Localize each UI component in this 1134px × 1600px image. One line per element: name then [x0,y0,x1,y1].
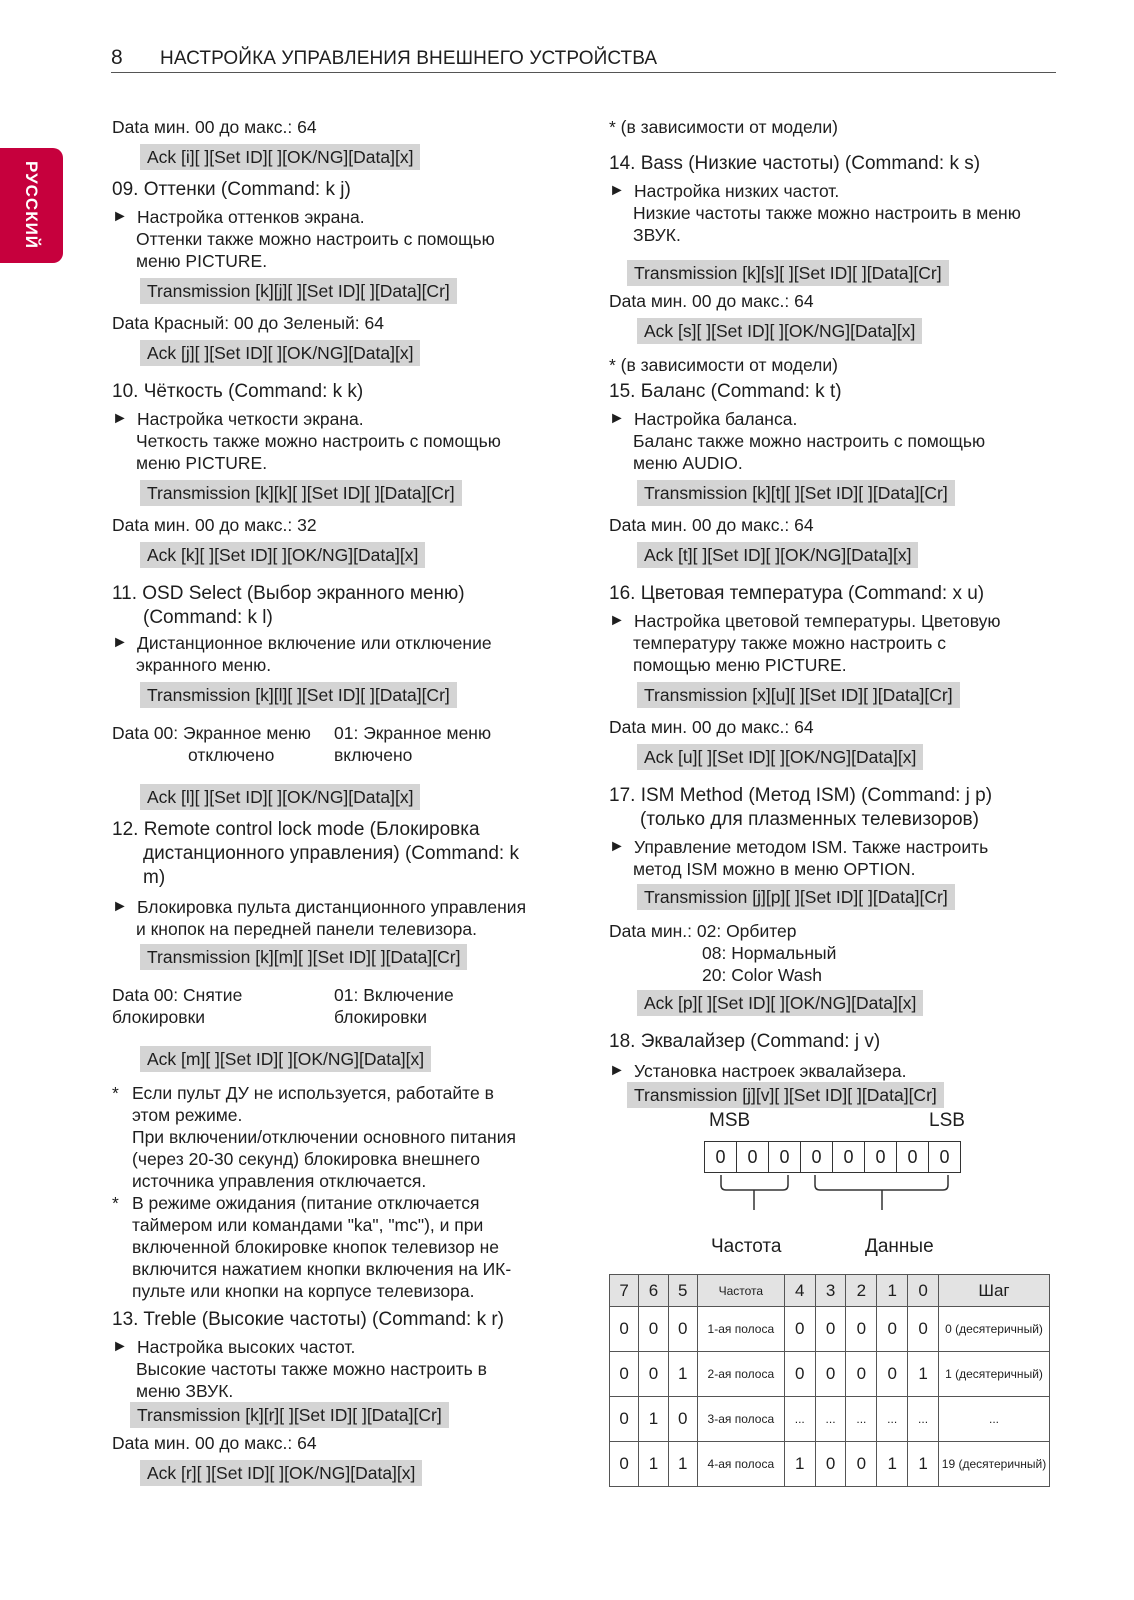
section-title: 17. ISM Method (Метод ISM) (Command: j p) [609,785,993,806]
bit-cell: 0 [801,1142,833,1172]
bit-cell: 0 [769,1142,801,1172]
transmission-code: Transmission [k][t][ ][Set ID][ ][Data][Cr] [637,480,955,506]
ack-code: Ack [t][ ][Set ID][ ][OK/NG][Data][x] [637,542,918,568]
data-range: Data мин. 00 до макс.: 32 [112,515,317,535]
bit-cell: 0 [939,1147,950,1167]
description-line: меню ЗВУК. [136,1381,234,1401]
asterisk-icon: * [112,1083,119,1103]
arrow-right-icon: ► [112,1338,128,1355]
section-title-cont: m) [143,867,166,888]
description-line: метод ISM можно в меню OPTION. [633,859,916,879]
data-values: 08: Нормальный [702,943,837,963]
msb-label: MSB [709,1110,751,1131]
bullet-item: ► Настройка четкости экрана. [112,409,364,429]
note-item: * Если пульт ДУ не используется, работайте в этом режиме. При включении/отключении основного питания (через 20-30 секунд) блокировка внешнего источника управления отключается. [112,1083,516,1191]
transmission-code: Transmission [k][m][ ][Set ID][ ][Data][Cr] [140,944,467,970]
data-range: Data мин. 00 до макс.: 64 [112,1433,317,1453]
description-line: Оттенки также можно настроить с помощью [136,229,495,249]
bullet-item: ► Установка настроек эквалайзера. [609,1061,907,1081]
section-title-cont: (Command: k l) [143,607,273,628]
section-title: 10. Чёткость (Command: k k) [112,381,364,402]
lsb-label: LSB [929,1110,965,1131]
arrow-right-icon: ► [609,1062,625,1079]
description-line: Высокие частоты также можно настроить в [136,1359,487,1379]
description-line: температуру также можно настроить с [633,633,946,653]
page-header [111,44,1056,73]
bit-cell: 0 [737,1142,769,1172]
arrow-right-icon: ► [609,410,625,427]
note-item: * В режиме ожидания (питание отключается таймером или командами "ka", "mc"), и при включенной блокировке кнопок телевизор не включится нажатием кнопки включения на ИК- пульте или кнопки на корпусе телевизора. [112,1193,512,1301]
description-line: меню PICTURE. [136,251,268,271]
arrow-right-icon: ► [112,634,128,651]
section-title-cont: (только для плазменных телевизоров) [640,809,979,830]
data-range: Data мин. 00 до макс.: 64 [609,717,814,737]
description-line: меню AUDIO. [633,453,743,473]
page-title: НАСТРОЙКА УПРАВЛЕНИЯ ВНЕШНЕГО УСТРОЙСТВА [160,48,658,69]
ack-code: Ack [u][ ][Set ID][ ][OK/NG][Data][x] [637,744,923,770]
data-range: Data мин. 00 до макс.: 64 [609,515,814,535]
equalizer-table [609,1274,1050,1487]
table-row: 0 1 1 4-ая полоса 1 0 0 1 1 19 (десятеричный) [610,1442,1050,1487]
ack-code: Ack [p][ ][Set ID][ ][OK/NG][Data][x] [637,990,923,1016]
model-note: * (в зависимости от модели) [609,117,838,137]
bullet-item: ► Блокировка пульта дистанционного управления [112,897,527,917]
data-range: Data мин. 00 до макс.: 64 [112,117,317,137]
description-line: меню PICTURE. [136,453,268,473]
transmission-code: Transmission [j][p][ ][Set ID][ ][Data][Cr] [637,884,955,910]
section-title: 15. Баланс (Command: k t) [609,381,842,402]
bit-cell: 0 [833,1142,865,1172]
arrow-right-icon: ► [112,898,128,915]
bit-cell: 0 [897,1142,929,1172]
bullet-item: ► Настройка высоких частот. [112,1337,356,1357]
right-column [609,116,1064,1487]
model-note: * (в зависимости от модели) [609,355,838,375]
transmission-code: Transmission [k][k][ ][Set ID][ ][Data][Cr] [140,480,462,506]
description-line: экранного меню. [136,655,272,675]
data-label: Данные [865,1236,934,1257]
description-line: и кнопок на передней панели телевизора. [136,919,477,939]
bullet-item: ► Дистанционное включение или отключение [112,633,492,653]
language-tab-label: РУССКИЙ [22,160,41,250]
data-values: Data 00: Экранное меню отключено 01: Экранное меню включено [112,723,492,765]
bit-cell: 0 [865,1142,897,1172]
transmission-code: Transmission [k][j][ ][Set ID][ ][Data][Cr] [140,278,457,304]
arrow-right-icon: ► [112,208,128,225]
arrow-right-icon: ► [112,410,128,427]
section-title: 16. Цветовая температура (Command: x u) [609,583,985,604]
data-values: 20: Color Wash [702,965,822,985]
transmission-code: Transmission [k][s][ ][Set ID][ ][Data][Cr] [627,260,949,286]
transmission-code: Transmission [k][r][ ][Set ID][ ][Data][Cr] [130,1402,449,1428]
bullet-item: ► Настройка баланса. [609,409,798,429]
arrow-right-icon: ► [609,612,625,629]
section-title: 13. Treble (Высокие частоты) (Command: k r) [112,1309,505,1330]
table-row: 0 0 1 2-ая полоса 0 0 0 0 1 1 (десятеричный) [610,1352,1050,1397]
bullet-item: ► Настройка низких частот. [609,181,840,201]
left-column [112,116,562,1486]
arrow-right-icon: ► [609,182,625,199]
ack-code: Ack [l][ ][Set ID][ ][OK/NG][Data][x] [140,784,420,810]
transmission-code: Transmission [k][l][ ][Set ID][ ][Data][Cr] [140,682,457,708]
frequency-label: Частота [711,1236,782,1257]
data-values: Data мин.: 02: Орбитер [609,921,797,941]
data-range: Data мин. 00 до макс.: 64 [609,291,814,311]
data-range: Data Красный: 00 до Зеленый: 64 [112,313,384,333]
table-row: 0 0 0 1-ая полоса 0 0 0 0 0 0 (десятеричный) [610,1307,1050,1352]
ack-code: Ack [r][ ][Set ID][ ][OK/NG][Data][x] [140,1460,422,1486]
section-title: 11. OSD Select (Выбор экранного меню) [112,583,465,604]
section-title: 09. Оттенки (Command: k j) [112,179,351,200]
section-title: 12. Remote control lock mode (Блокировка [112,819,480,840]
transmission-code: Transmission [x][u][ ][Set ID][ ][Data][Cr] [637,682,960,708]
description-line: Четкость также можно настроить с помощью [136,431,501,451]
page-number: 8 [111,46,123,69]
bracket-lines [609,1110,1049,1235]
bullet-item: ► Настройка цветовой температуры. Цветовую [609,611,1001,631]
description-line: помощью меню PICTURE. [633,655,847,675]
ack-code: Ack [m][ ][Set ID][ ][OK/NG][Data][x] [140,1046,431,1072]
description-line: Баланс также можно настроить с помощью [633,431,986,451]
section-title-cont: дистанционного управления) (Command: k [143,843,519,864]
asterisk-icon: * [112,1193,119,1213]
bullet-item: ► Настройка оттенков экрана. [112,207,365,227]
table-row: 0 1 0 3-ая полоса ... ... ... ... ... ... [610,1397,1050,1442]
description-line: ЗВУК. [633,225,681,245]
ack-code: Ack [i][ ][Set ID][ ][OK/NG][Data][x] [140,144,420,170]
ack-code: Ack [j][ ][Set ID][ ][OK/NG][Data][x] [140,340,420,366]
language-tab [0,148,63,263]
section-title: 18. Эквалайзер (Command: j v) [609,1031,881,1052]
arrow-right-icon: ► [609,838,625,855]
ack-code: Ack [s][ ][Set ID][ ][OK/NG][Data][x] [637,318,922,344]
ack-code: Ack [k][ ][Set ID][ ][OK/NG][Data][x] [140,542,425,568]
transmission-code: Transmission [j][v][ ][Set ID][ ][Data][Cr] [627,1082,944,1108]
bit-diagram [609,1110,1064,1260]
description-line: Низкие частоты также можно настроить в меню [633,203,1021,223]
bullet-item: ► Управление методом ISM. Также настроить [609,837,989,857]
table-header: 7 6 5 Частота 4 3 2 1 0 Шаг [610,1275,1050,1307]
data-values: Data 00: Снятие блокировки 01: Включение блокировки [112,985,454,1027]
section-title: 14. Bass (Низкие частоты) (Command: k s) [609,153,981,174]
bit-cell: 0 [705,1142,737,1172]
